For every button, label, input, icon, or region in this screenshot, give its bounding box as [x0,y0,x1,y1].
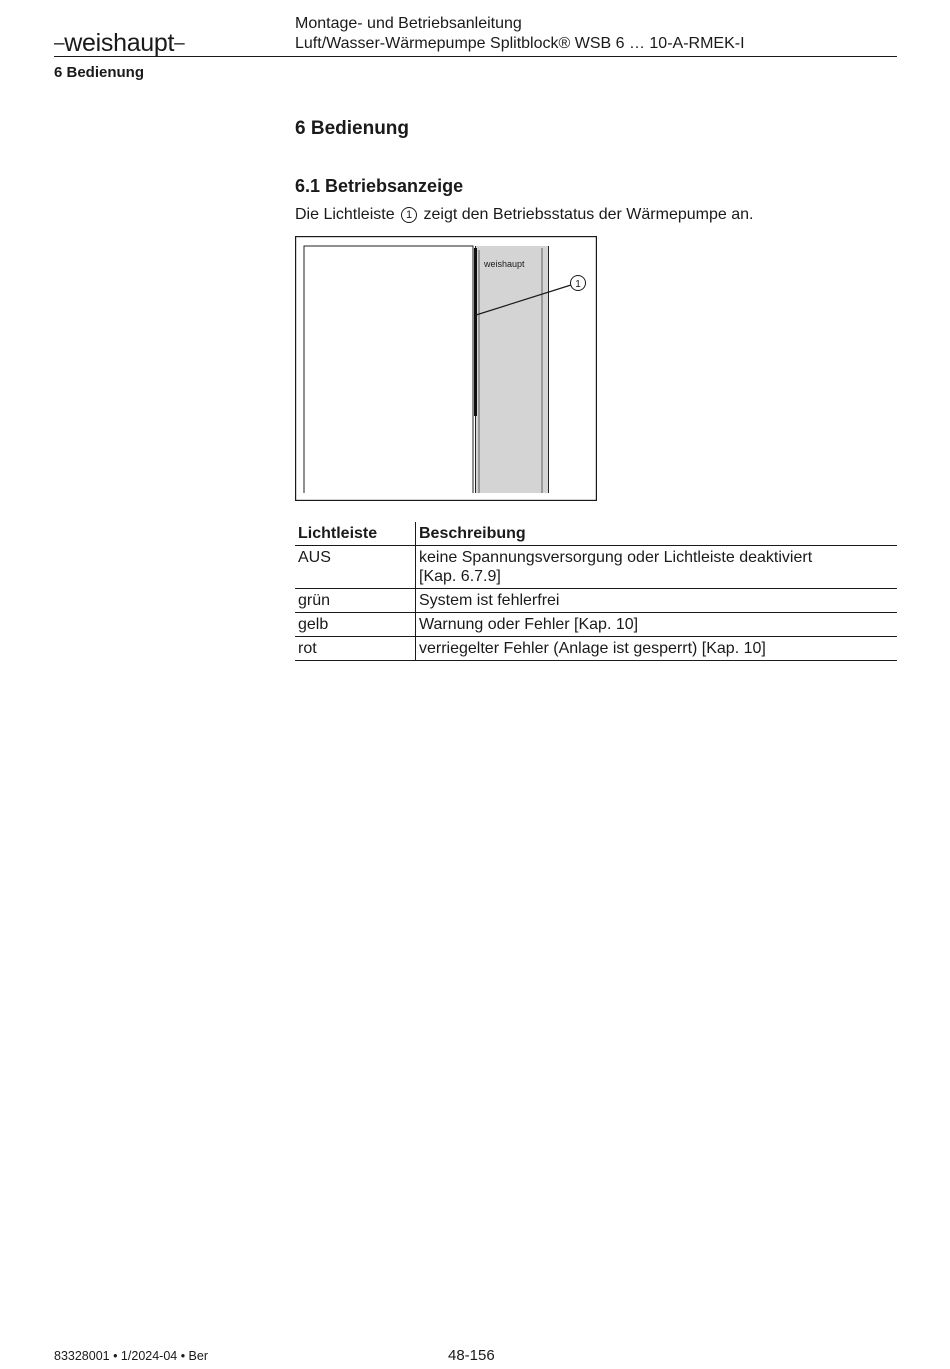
row-state: rot [295,637,416,661]
chapter-heading: 6 Bedienung [295,118,410,139]
side-panel [475,246,549,493]
intro-text-end: zeigt den Betriebsstatus der Wärmepumpe an. [423,206,754,223]
figure-frame [296,237,597,501]
row-description: verriegelter Fehler (Anlage ist gesperrt) [Kap. 10] [416,637,898,661]
table-row [295,613,897,637]
status-table [295,522,897,661]
row-state: gelb [295,613,416,637]
light-bar [474,248,477,416]
column-header-beschreibung: Beschreibung [416,522,898,546]
callout-number: 1 [575,279,581,290]
table-row [295,589,897,613]
footer-document-info: 83328001 • 1/2024-04 • Ber [54,1349,209,1363]
intro-text-start: Die Lichtleiste [295,206,395,223]
row-state: AUS [295,546,416,589]
intro-paragraph [295,206,753,224]
document-subtitle: Luft/Wasser-Wärmepumpe Splitblock® WSB 6 … 10-A-RMEK-I [295,35,745,52]
table-row [295,546,897,589]
brand-logo: –weishaupt– [54,29,185,57]
running-section-header: 6 Bedienung [54,64,145,81]
panel-logo-text: weishaupt [484,259,525,269]
row-state: grün [295,589,416,613]
table-row [295,637,897,661]
footer-page-number: 48-156 [448,1347,495,1364]
row-description [416,546,898,589]
table-header-row [295,522,897,546]
brand-logo-text: weishaupt [64,29,175,57]
column-header-lichtleiste: Lichtleiste [295,522,416,546]
document-title: Montage- und Betriebsanleitung [295,15,522,32]
row-description: Warnung oder Fehler [Kap. 10] [416,613,898,637]
row-description-reference: [Kap. 6.7.9] [419,568,501,585]
row-description-line: keine Spannungsversorgung oder Lichtleiste deaktiviert [419,549,813,566]
row-description: System ist fehlerfrei [416,589,898,613]
section-heading: 6.1 Betriebsanzeige [295,176,464,196]
device-illustration [295,236,597,501]
header-divider [54,56,897,57]
callout-marker: 1 [401,207,417,223]
